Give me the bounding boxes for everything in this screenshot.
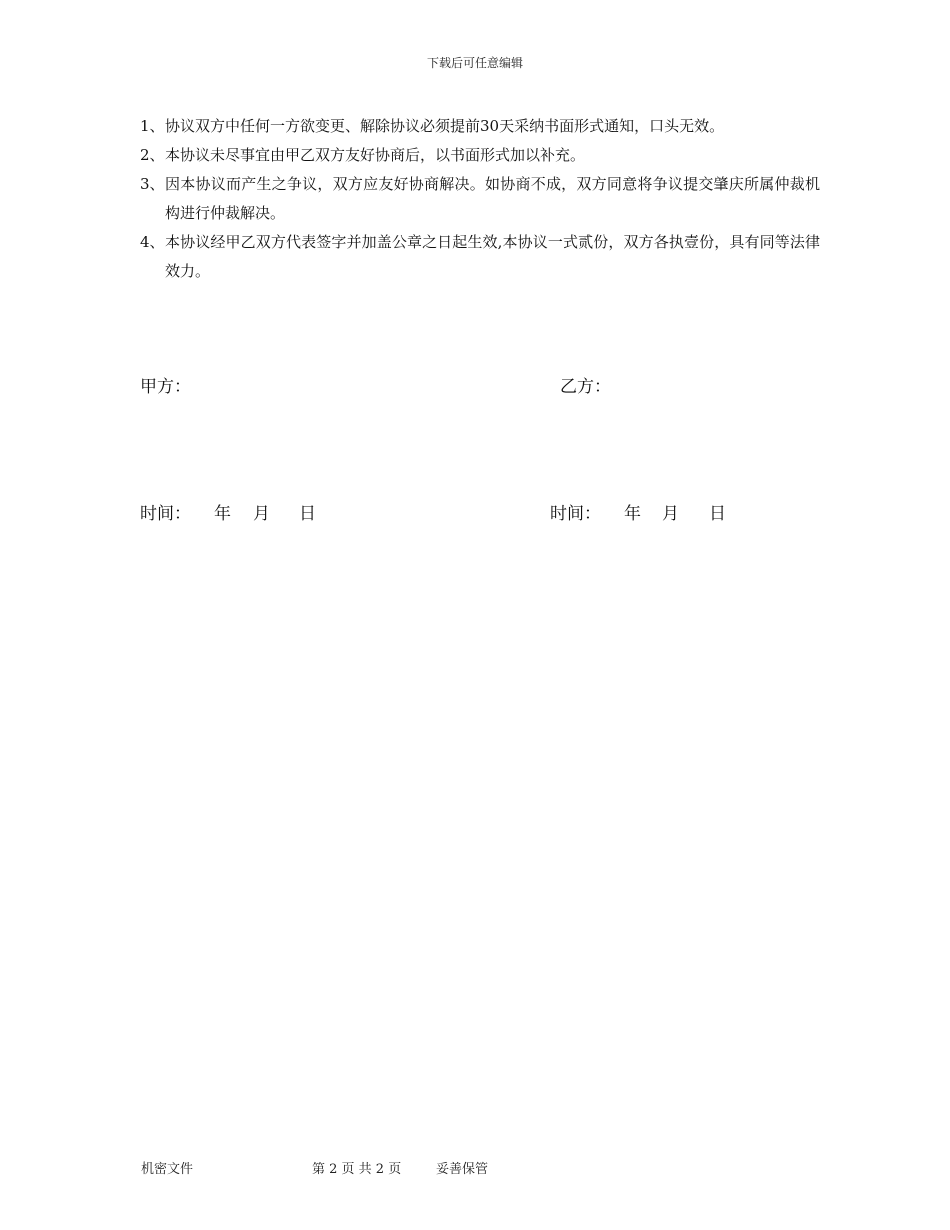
date-month: 月: [662, 504, 679, 524]
clause-list: [140, 112, 820, 286]
clause-text: 本协议经甲乙双方代表签字并加盖公章之日起生效,本协议一式贰份，双方各执壹份，具有同等法律效力。: [165, 233, 820, 280]
clause-number: 1、: [140, 117, 165, 135]
date-label: 时间：: [550, 504, 601, 524]
clause-text: 因本协议而产生之争议，双方应友好协商解决。如协商不成，双方同意将争议提交肇庆所属仲裁机构进行仲裁解决。: [165, 175, 820, 222]
clause-item: [140, 170, 820, 228]
date-month: 月: [253, 504, 270, 524]
date-year: 年: [214, 504, 231, 524]
clause-number: 2、: [140, 146, 165, 164]
date-label: 时间：: [140, 504, 191, 524]
footer-right: 妥善保管: [436, 1162, 489, 1177]
clause-item: [140, 112, 820, 141]
clause-number: 4、: [140, 233, 165, 251]
date-year: 年: [624, 504, 641, 524]
date-day: 日: [709, 504, 726, 524]
date-day: 日: [299, 504, 316, 524]
clause-item: [140, 228, 820, 286]
clause-text: 本协议未尽事宜由甲乙双方友好协商后，以书面形式加以补充。: [165, 146, 586, 164]
clause-number: 3、: [140, 175, 165, 193]
page-number: 第 2 页 共 2 页: [312, 1162, 402, 1177]
party-b-label: 乙方：: [560, 377, 611, 397]
party-a-label: 甲方：: [140, 377, 191, 397]
clause-text: 协议双方中任何一方欲变更、解除协议必须提前30天采纳书面形式通知，口头无效。: [165, 117, 725, 135]
footer-left: 机密文件: [141, 1162, 194, 1177]
page-header: 下载后可任意编辑: [426, 56, 523, 70]
clause-item: [140, 141, 820, 170]
